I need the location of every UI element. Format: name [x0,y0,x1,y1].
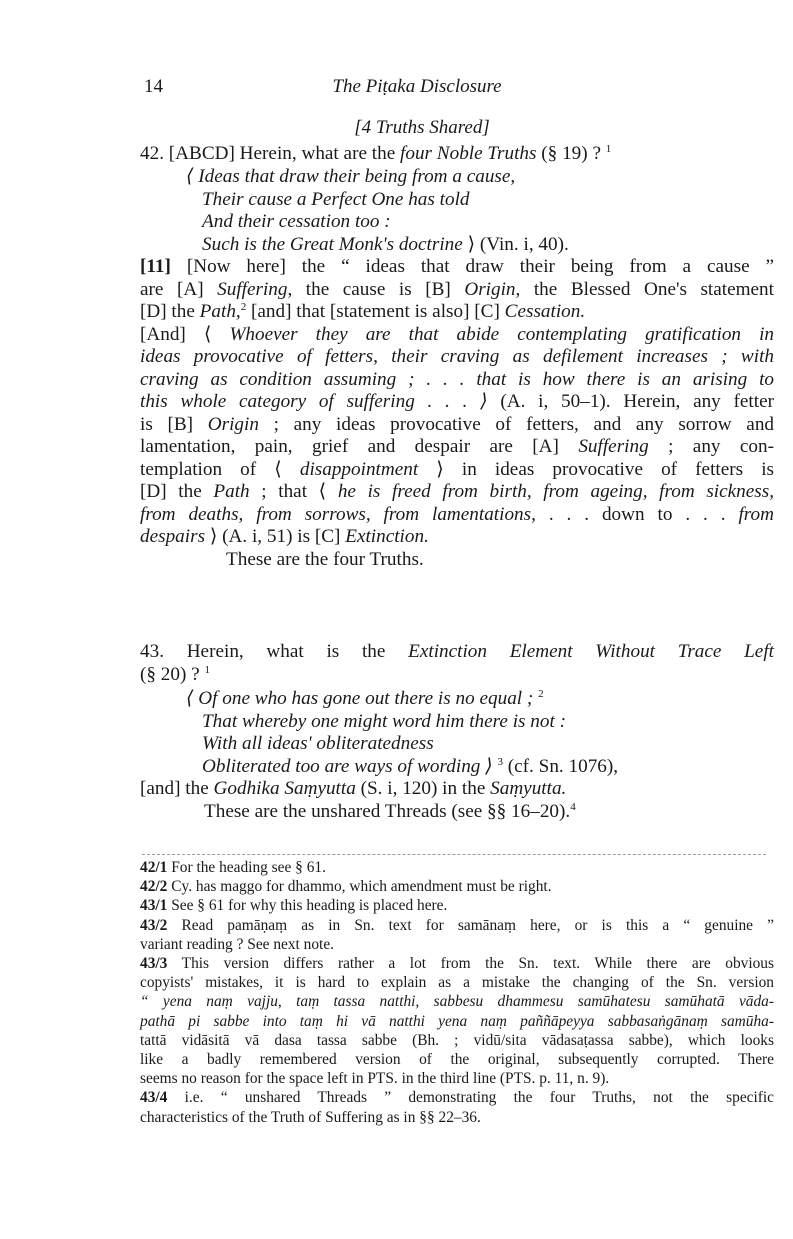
footnote-marker[interactable]: 2 [240,301,247,313]
text: ; any ideas provocative of fetters, and any sorrow and [258,413,775,435]
text-line [140,256,774,279]
text-line [140,436,774,459]
text-line [140,526,774,549]
text: [And] ⟨ [140,323,230,345]
emphasis: Path [213,481,250,502]
footnote-ref: 43/2 [140,916,168,934]
footnote-text: “ yena naṃ vajju, taṃ tassa natthi, sabbesu dhammesu samūhatesu samūhatā vāda- [140,993,774,1011]
footnote-text: Cy. has maggo for dhammo, which amendment must be right. [171,878,552,896]
running-head [140,76,774,100]
footnote-text: characteristics of the Truth of Suffering as in §§ 22–36. [140,1108,481,1126]
paragraph-43 [140,641,774,686]
text: (§ 20) ? [140,663,200,685]
text: (§ 19) ? [536,143,601,164]
verse-line: With all ideas' obliteratedness [202,733,434,754]
paragraph-42-line [140,143,774,166]
text: [and] the [140,778,214,799]
emphasis: Extinction. [345,526,429,547]
footnote-marker[interactable]: 3 [497,755,503,768]
text: lamentation, pain, grief and despair are [A] [140,436,579,457]
emphasis: Suffering [217,278,288,300]
emphasis: Suffering [578,436,649,457]
running-title: The Piṭaka Disclosure [332,76,502,97]
text: [ABCD] Herein, what are the [163,143,401,164]
footnote-ref: 43/1 [140,897,168,915]
paragraph-43-continued [140,778,774,823]
text: (S. i, 120) in the [355,778,491,799]
text: ; that ⟨ [249,481,338,502]
text: [and] that [statement is also] [C] [246,301,505,322]
footnotes [140,858,774,1127]
emphasis: Whoever they are that abide contemplating gratification in [229,323,774,345]
footnote-text: See § 61 for why this heading is placed here. [171,897,448,915]
footnote-marker[interactable]: 4 [570,800,576,813]
section-heading: [4 Truths Shared] [354,117,490,138]
footnote [140,954,774,1088]
verse-line: And their cessation too : [202,211,391,232]
text-line [140,778,774,801]
footnote-ref: 42/2 [140,878,168,896]
footnote-text: variant reading ? See next note. [140,935,335,953]
closing-line: These are the four Truths. [226,548,424,570]
text: [D] the [140,301,200,322]
text: . . . down to . . . [535,503,739,525]
footnote-text: copyists' mistakes, it is hard to explain as a mistake the changing of the Sn. version [140,974,774,992]
text-line [140,481,774,504]
text-line [140,279,774,302]
paragraph-42 [140,143,774,166]
verse-quote-2 [186,688,618,778]
footnote-marker[interactable]: 2 [538,688,544,700]
text: , the Blessed One's statement [515,278,774,300]
emphasis: Origin [207,413,259,435]
footnote-ref: 43/3 [140,955,168,973]
emphasis: Godhika Saṃyutta [213,778,356,799]
footnote-marker[interactable]: 1 [605,143,612,155]
footnote [140,896,774,915]
page-number: 14 [144,76,163,97]
emphasis: disappointment [299,458,419,480]
text-line [140,459,774,482]
citation: (cf. Sn. 1076), [502,755,619,777]
footnote [140,916,774,954]
text: , the cause is [B] [287,278,465,300]
emphasis: this whole category of suffering . . . ⟩ [140,391,488,412]
footnote [140,1088,774,1126]
emphasis: Cessation. [504,301,586,322]
verse-line: ⟨ Ideas that draw their being from a cause, [186,166,516,187]
emphasis: despairs [140,526,206,547]
footnote-text: pathā pi sabbe into taṃ hi vā natthi yena naṃ paññāpeyya sabbasaṅgānaṃ samūha- [140,1012,774,1030]
text: These are the unshared Threads (see §§ 16–20). [204,800,571,822]
text-line [140,664,774,687]
citation: (Vin. i, 40). [479,233,569,255]
footnote [140,858,774,877]
verse-text: ⟨ Of one who has gone out there is no equal ; [186,688,534,709]
page-ref: [11] [140,256,171,277]
text-line [140,346,774,369]
emphasis: four Noble Truths [400,143,537,164]
text-line [140,324,774,347]
text-line [140,301,774,324]
text-line [140,391,774,414]
footnote-text: like a badly remembered version of the original, subsequently corrupted. There [140,1051,774,1069]
verse-line: Their cause a Perfect One has told [202,188,470,210]
closing-line [140,801,774,824]
text: Herein, what is the [163,641,409,662]
verse-text: Obliterated too are ways of wording ⟩ [202,755,493,777]
verse-text: Such is the Great Monk's doctrine [202,233,463,255]
text-line [140,641,774,664]
paragraph-11 [140,256,774,571]
footnote-text: seems no reason for the space left in PTS. in the third line (PTS. p. 11, n. 9). [140,1070,610,1088]
verse-line: That whereby one might word him there is not : [202,710,566,732]
footnote-text: i.e. “ unshared Threads ” demonstrating the four Truths, not the specific [184,1089,774,1107]
footnote-text: Read pamāṇaṃ as in Sn. text for samānaṃ here, or is this a “ genuine ” [181,916,774,934]
text: ⟩ in ideas provocative of fetters is [418,458,774,480]
footnote-text: tattā vidāsitā vā dasa tassa sabbe (Bh. ; vidū/sita vādasaṭassa sabbe), which looks [140,1031,774,1049]
emphasis: craving as condition assuming ; . . . that is how there is an arising to [140,368,774,390]
text: [D] the [140,481,214,502]
footnote-marker[interactable]: 1 [204,663,210,676]
section-number: 42. [140,143,164,164]
verse-quote-1 [186,166,569,256]
footnote-ref: 42/1 [140,859,168,876]
text: ; any con- [648,436,774,457]
emphasis: Origin [464,278,516,300]
text: [Now here] the “ ideas that draw their being from a cause ” [170,256,774,277]
text: ⟩ (A. i, 51) is [C] [205,526,346,547]
section-number: 43. [140,641,164,662]
verse-line [186,234,569,257]
text-line [140,504,774,527]
emphasis: Extinction Element Without Trace Left [408,641,774,662]
verse-line [186,688,618,711]
emphasis: from deaths, from sorrows, from lamentations, [140,503,536,525]
emphasis: ideas provocative of fetters, their craving as defilement increases ; with [140,346,774,367]
verse-line [186,756,618,779]
quote-close: ⟩ [462,233,480,255]
text: is [B] [140,413,208,435]
footnote-text: For the heading see § 61. [171,859,326,876]
footnote [140,877,774,896]
footnote-ref: 43/4 [140,1089,168,1107]
footnote-text: This version differs rather a lot from the Sn. text. While there are obvious [181,955,774,973]
emphasis: he is freed from birth, from ageing, from sickness, [337,481,775,502]
emphasis: Saṃyutta. [490,778,567,799]
emphasis: Path, [199,301,241,322]
text-line [140,414,774,437]
footnote-divider [142,854,766,855]
text: templation of ⟨ [140,458,300,480]
emphasis: from [738,503,774,525]
text-line [140,369,774,392]
text: are [A] [140,278,218,300]
text: (A. i, 50–1). Herein, any fetter [487,391,774,412]
